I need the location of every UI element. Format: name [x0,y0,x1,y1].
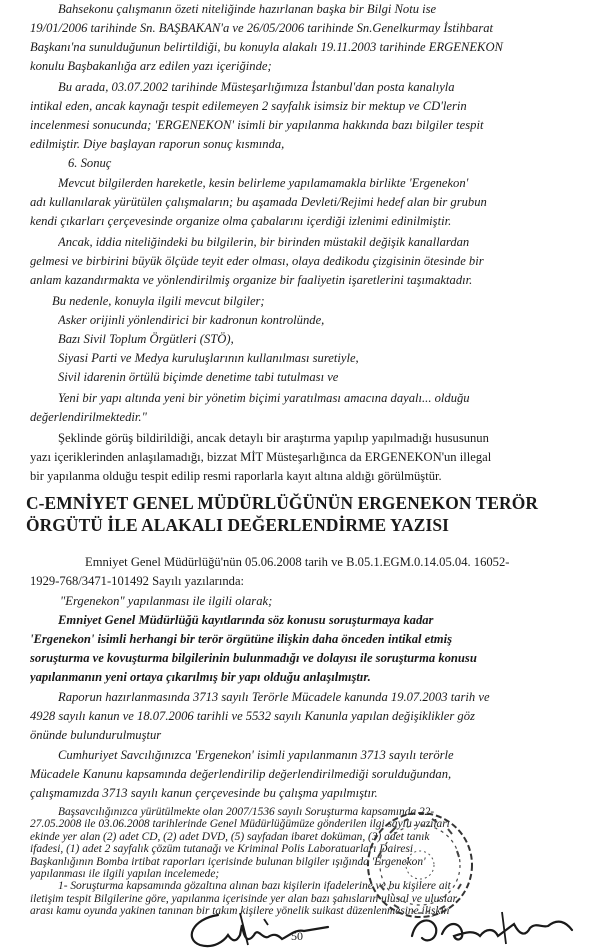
text-line: yapılanmanın yeni ortaya çıkarılmış bir yapı olduğu anlaşılmıştır. [30,670,371,684]
text-line: Başkanlığının Bomba irtibat raporları içerisinde bulunan bilgiler ışığında 'Ergenekon' [30,855,426,868]
text-line: önünde bulundurulmuştur [30,728,162,742]
text-line: 19/01/2006 tarihinde Sn. BAŞBAKAN'a ve 26/05/2006 tarihinde Sn.Genelkurmay İstihbarat [30,21,494,35]
text-line: değerlendirilmektedir." [30,410,147,424]
text-line: 27.05.2008 ile 03.06.2008 tarihlerinde Genel Müdürlüğümüze gönderilen ilgi sayılı yazıları [30,818,450,831]
text-line: Asker orijinli yönlendirici bir kadronun kontrolünde, [58,313,325,327]
text-line: 6. Sonuç [68,156,112,170]
page-number: 50 [291,929,303,943]
text-line: 1929-768/3471-101492 Sayılı yazılarında: [30,574,245,588]
text-line: ekinde yer alan (2) adet CD, (2) adet DVD, (5) sayfadan ibaret doküman, (3) adet tanık [30,830,430,843]
text-line: Cumhuriyet Savcılığınızca 'Ergenekon' isimli yapılanmanın 3713 sayılı terörle [58,748,454,762]
text-line: ifadesi, (1) adet 2 sayfalık çözüm tutanağı ve Kriminal Polis Laboratuarları Dairesi [30,843,414,856]
text-line: soruşturma ve kovuşturma bilgilerinin bulunmadığı ve dolayısı ile soruşturma konusu [30,651,477,665]
text-line: Emniyet Genel Müdürlüğü'nün 05.06.2008 tarih ve B.05.1.EGM.0.14.05.04. 16052- [85,555,510,569]
heading-line: C-EMNİYET GENEL MÜDÜRLÜĞÜNÜN ERGENEKON TERÖR [26,493,539,513]
text-line: Siyasi Parti ve Medya kuruluşlarının kullanılması suretiyle, [58,351,359,365]
text-line: Ancak, iddia niteliğindeki bu bilgilerin, bir birinden müstakil değişik kanallardan [58,235,470,249]
text-line: gelmesi ve birbirini büyük ölçüde teyit eder olması, olaya dedikodu çizgisinin ötesinde bir [30,254,484,268]
text-line: Başsavcılığınızca yürütülmekte olan 2007/1536 sayılı Soruşturma kapsamında 22- [58,806,435,818]
text-line: intikal eden, ancak kaynağı tespit edilemeyen 2 sayfalık isimsiz bir mektup ve CD'lerin [30,99,467,113]
text-line: incelenmesi sonucunda; 'ERGENEKON' isimli bir yapılanma hakkında bazı bilgiler tespit [30,118,484,132]
text-line: Raporun hazırlanmasında 3713 sayılı Terörle Mücadele kanunda 19.07.2003 tarih ve [58,690,490,704]
text-line: "Ergenekon" yapılanması ile ilgili olarak; [60,594,273,608]
text-line: Emniyet Genel Müdürlüğü kayıtlarında söz konusu soruşturmaya kadar [58,613,434,627]
text-line: çalışmamızda 3713 sayılı kanun çerçevesinde bu çalışma yapılmıştır. [30,786,378,800]
text-line: Bu arada, 03.07.2002 tarihinde Müsteşarlığımıza İstanbul'dan posta kanalıyla [58,80,455,94]
text-line: konulu Başbakanlığa arz edilen yazı içeriğinde; [30,59,272,73]
text-line: Bu nedenle, konuyla ilgili mevcut bilgiler; [52,294,265,308]
text-line: Başkanı'na sunulduğunun belirtildiği, bu konuyla alakalı 19.11.2003 tarihinde ERGENEKON [30,40,503,54]
signature-right [402,906,582,950]
text-line: edilmiştir. Diye başlayan raporun sonuç kısmında, [30,137,285,151]
text-line: 4928 sayılı kanun ve 18.07.2006 tarihli ve 5532 sayılı Kanunla yapılan değişiklikler göz [30,709,475,723]
text-line: 'Ergenekon' isimli herhangi bir terör örgütüne ilişkin daha önceden intikal etmiş [30,632,452,646]
text-line: 1- Soruşturma kapsamında gözaltına alınan bazı kişilerin ifadelerine ve bu kişilere ait [58,880,451,893]
text-line: yapılanması ile ilgili yapılan incelemede; [30,868,220,880]
text-line: anlam kazandırmakta ve yönlendirilmiş organize bir faaliyetin işaretlerini taşımaktadır. [30,273,473,287]
text-line: adı kullanılarak yürütülen çalışmaların; bu aşamada Devleti/Rejimi hedef alan bir grubun [30,195,487,209]
text-line: Bahsekonu çalışmanın özeti niteliğinde hazırlanan başka bir Bilgi Notu ise [58,2,437,16]
text-line: yazı içeriklerinden anlaşılamadığı, bizzat MİT Müsteşarlığınca da ERGENEKON'un illegal [30,450,492,464]
text-line: arası kamu oyunda yakinen tanınan bir takım kişilere yönelik suikast düzenlenmesine ilişkin [30,905,450,918]
signature-left [178,905,358,950]
text-line: Şeklinde görüş bildirildiği, ancak detaylı bir araştırma yapılıp yapılmadığı hususunun [58,431,489,445]
heading-line: ÖRGÜTÜ İLE ALAKALI DEĞERLENDİRME YAZISI [26,515,449,535]
text-line: Yeni bir yapı altında yeni bir yönetim biçimi yaratılması amacına dayalı... olduğu [58,391,470,405]
text-line: bir yapılanma olduğu tespit edilip resmi raporlarla kayıt altına aldığı görülmüştür. [30,469,442,483]
text-line: iletişim tespit Bilgilerine göre, yapılanma içerisinde yer alan bazı şahısların ulusal ve uluslar [30,892,458,905]
text-line: Mevcut bilgilerden hareketle, kesin belirleme yapılamamakla birlikte 'Ergenekon' [58,176,469,190]
text-line: Sivil idarenin örtülü biçimde denetime tabi tutulması ve [58,370,339,384]
text-line: Bazı Sivil Toplum Örgütleri (STÖ), [58,332,234,346]
text-line: kendi çıkarları çerçevesinde organize olma çabalarını içerdiği izlenimi edinilmiştir. [30,214,452,228]
text-line: Mücadele Kanunu kapsamında değerlendirilip değerlendirilmediği sorulduğundan, [30,767,452,781]
